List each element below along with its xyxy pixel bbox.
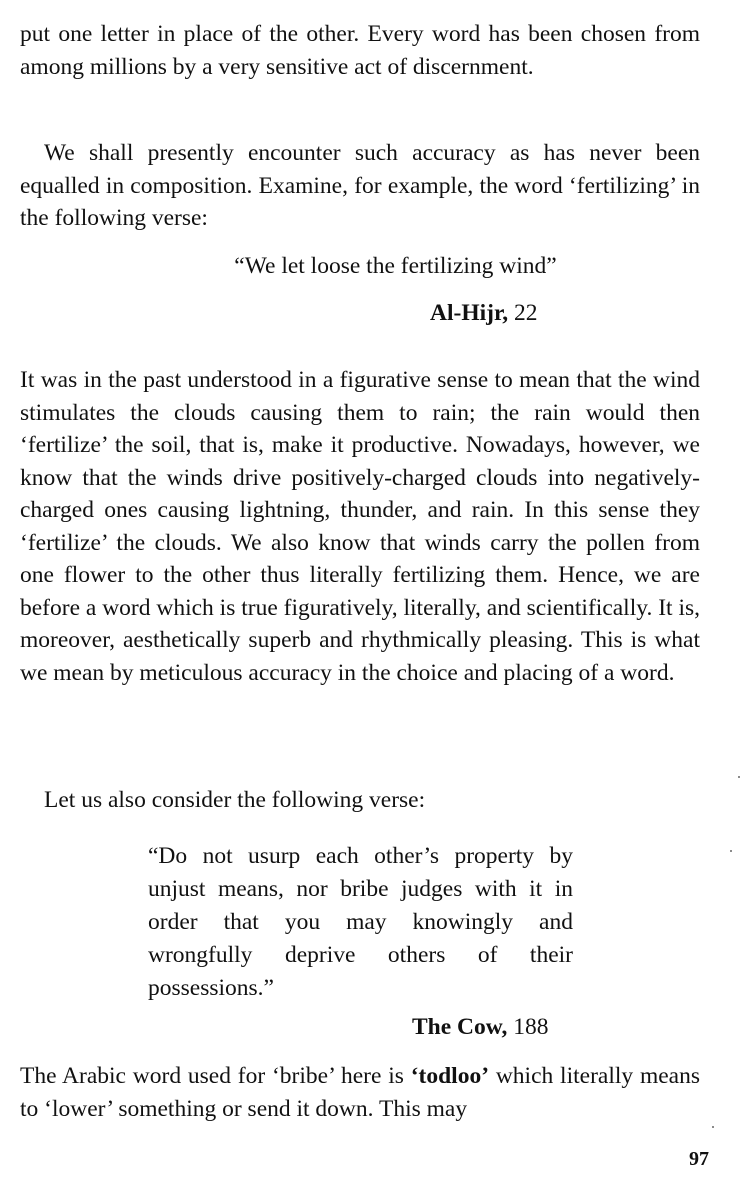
scan-speck [738,776,740,778]
citation-source: Al-Hijr, [430,300,509,326]
paragraph-3: It was in the past understood in a figurative sense to mean that the wind stimulates the clouds causing them to rain; the rain would then ‘fertilize’ the soil, that is, make it productive. Nowadays, however, we know that the winds drive positively-charged clouds into negatively-charged ones causing lightning, thunder, and rain. In this sense they ‘fertilize’ the clouds. We also know that winds carry the pollen from one flower to the other thus literally fertilizing them. Hence, we are before a word which is true figuratively, literally, and scientifically. It is, moreover, aesthetically superb and rhythmically pleasing. This is what we mean by meticulous accuracy in the choice and placing of a word. [20,367,700,686]
paragraph-1: put one letter in place of the other. Every word has been chosen from among millions by a very sensitive act of discernment. [20,21,700,80]
verse-citation-2 [412,1011,548,1043]
paragraph-2: We shall presently encounter such accuracy as has never been equalled in composition. Examine, for example, the word ‘fertilizing’ in the following verse: [20,140,700,231]
paragraph-5-text-start: The Arabic word used for ‘bribe’ here is [20,1063,411,1089]
paragraph-5 [20,1060,700,1125]
scan-speck [712,1126,714,1128]
scan-speck [730,850,732,852]
verse-quote-2: “Do not usurp each other’s property by unjust means, nor bribe judges with it in order that you may knowingly and wrongfully deprive others of their possessions.” [148,843,573,1001]
paragraph-4: Let us also consider the following verse: [44,787,426,813]
verse-quote-1: “We let loose the fertilizing wind” [234,253,557,279]
page-number: 97 [689,1148,709,1170]
arabic-term: ‘todloo’ [410,1063,490,1089]
verse-citation-1 [430,297,537,329]
citation-verse: 22 [513,300,538,326]
paragraph-5-text-end: which literally means to ‘lower’ something or send it down. This may [20,1063,700,1122]
citation-source: The Cow, [412,1014,508,1040]
citation-verse: 188 [513,1014,549,1040]
